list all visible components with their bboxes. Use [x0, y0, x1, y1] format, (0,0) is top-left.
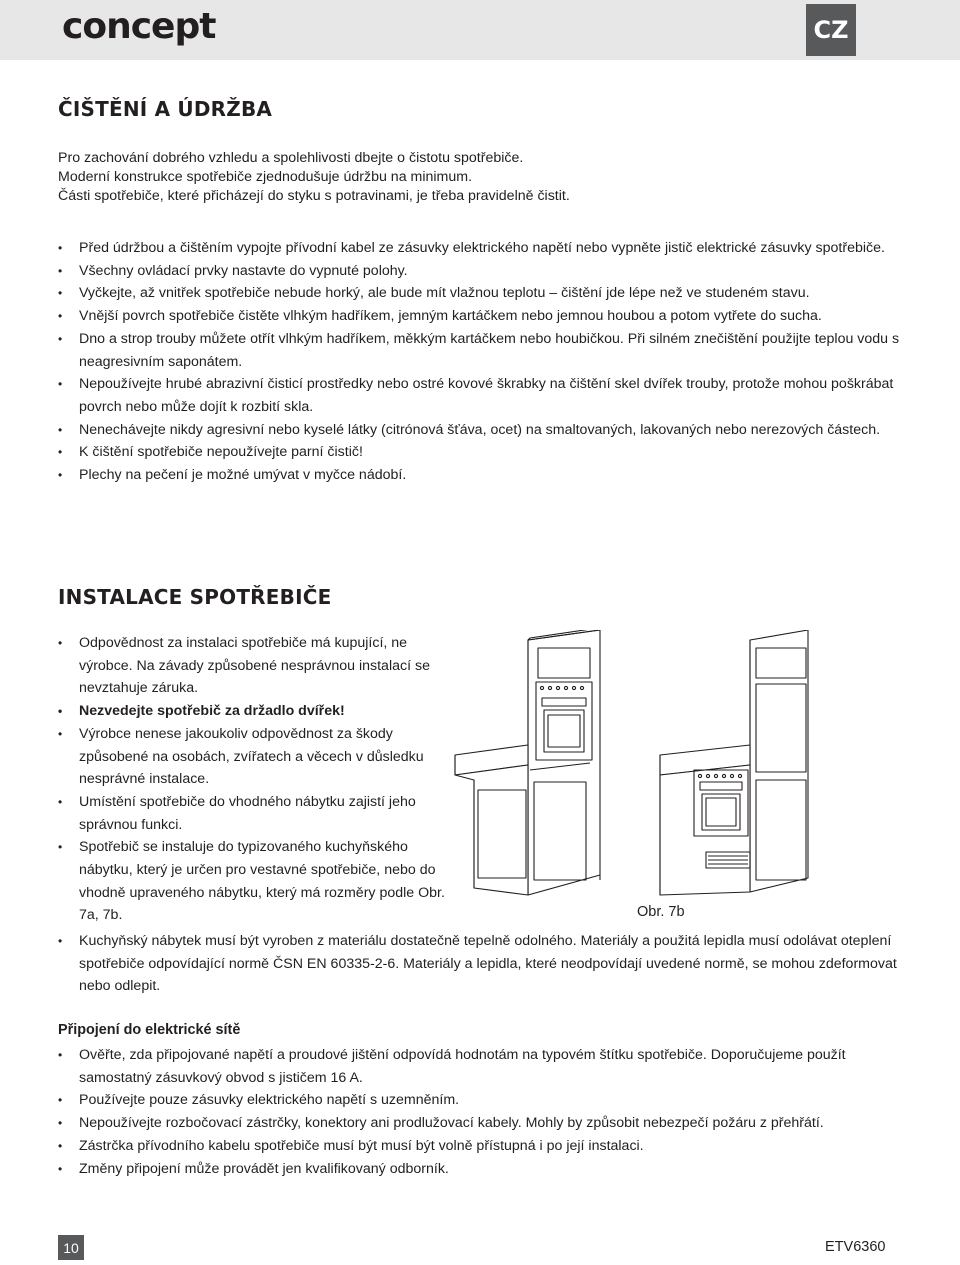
list-item: • K čištění spotřebiče nepoužívejte parní čistič!: [58, 441, 908, 464]
list-item: • Odpovědnost za instalaci spotřebiče má kupující, ne výrobce. Na závady způsobené nesprávnou instalací se nevztahuje záruka.: [58, 632, 448, 700]
list-item: • Všechny ovládací prvky nastavte do vypnuté polohy.: [58, 260, 908, 283]
left-cabinet: [528, 630, 600, 895]
cleaning-intro: [58, 149, 908, 206]
intro-line-3: Části spotřebiče, které přicházejí do styku s potravinami, je třeba pravidelně čistit.: [58, 188, 570, 204]
right-cabinet: [750, 630, 808, 892]
list-item: • Před údržbou a čištěním vypojte přívodní kabel ze zásuvky elektrického napětí nebo vypněte jistič elektrické zásuvky spotřebiče.: [58, 237, 908, 260]
list-item: • Ověřte, zda připojované napětí a proudové jištění odpovídá hodnotám na typovém štítku spotřebiče. Doporučujeme použít samostatný zásuvkový obvod s jističem 16 A.: [58, 1044, 908, 1089]
list-item: • Zástrčka přívodního kabelu spotřebiče musí být musí být volně přístupná i po její instalaci.: [58, 1135, 908, 1158]
list-item: • Změny připojení může provádět jen kvalifikovaný odborník.: [58, 1158, 908, 1181]
list-item: • Vyčkejte, až vnitřek spotřebiče nebude horký, ale bude mít vlažnou teplotu – čištění jde lépe než ve studeném stavu.: [58, 282, 908, 305]
list-item: • Používejte pouze zásuvky elektrického napětí s uzemněním.: [58, 1089, 908, 1112]
list-item: • Nenechávejte nikdy agresivní nebo kyselé látky (citrónová šťáva, ocet) na smaltovaných, lakovaných nebo nerezových částech.: [58, 419, 908, 442]
figure-caption: Obr. 7b: [637, 904, 685, 920]
list-item: • Dno a strop trouby můžete otřít vlhkým hadříkem, měkkým kartáčkem nebo houbičkou. Při silném znečištění použijte teplou vodu s neagresivním saponátem.: [58, 328, 908, 373]
page-number: 10: [58, 1235, 84, 1260]
electrical-title: Připojení do elektrické sítě: [58, 1022, 241, 1038]
electrical-list: [58, 1044, 908, 1180]
intro-line-1: Pro zachování dobrého vzhledu a spolehlivosti dbejte o čistotu spotřebiče.: [58, 150, 524, 166]
intro-line-2: Moderní konstrukce spotřebiče zjednodušuje údržbu na minimum.: [58, 169, 473, 185]
installation-list: [58, 632, 448, 927]
list-item: • Umístění spotřebiče do vhodného nábytku zajistí jeho správnou funkci.: [58, 791, 448, 836]
model-code: ETV6360: [825, 1239, 886, 1255]
installation-title: INSTALACE SPOTŘEBIČE: [58, 585, 332, 609]
brand-logo: concept: [62, 6, 216, 47]
list-item: • Plechy na pečení je možné umývat v myčce nádobí.: [58, 464, 908, 487]
cleaning-title: ČIŠTĚNÍ A ÚDRŽBA: [58, 97, 273, 121]
installation-list-continued: [58, 930, 908, 998]
list-item: • Nepoužívejte hrubé abrazivní čisticí prostředky nebo ostré kovové škrabky na čištění skel dvířek trouby, protože mohou poškrábat povrch nebo může dojít k rozbití skla.: [58, 373, 908, 418]
list-item: • Nepoužívejte rozbočovací zástrčky, konektory ani prodlužovací kabely. Mohly by způsobit nebezpečí požáru z přehřátí.: [58, 1112, 908, 1135]
list-item: • Výrobce nenese jakoukoliv odpovědnost za škody způsobené na osobách, zvířatech a věcech v důsledku nesprávné instalace.: [58, 723, 448, 791]
list-item: • Nezvedejte spotřebič za držadlo dvířek!: [58, 700, 448, 723]
list-item-text: Kuchyňský nábytek musí být vyroben z materiálu dostatečně tepelně odolného. Materiály a použitá lepidla musí odolávat oteplení spotřebiče odpovídající normě ČSN EN 60335-2-6. Materiály a lepidla, které neodpovídají uvedené normě, se mohou zdeformovat nebo odlepit.: [79, 933, 897, 995]
cleaning-list: [58, 237, 908, 487]
language-badge: CZ: [806, 4, 856, 56]
list-item: • Vnější povrch spotřebiče čistěte vlhkým hadříkem, jemným kartáčkem nebo jemnou houbou a potom vytřete do sucha.: [58, 305, 908, 328]
list-item: • Spotřebič se instaluje do typizovaného kuchyňského nábytku, který je určen pro vestavné spotřebiče, nebo do vhodně upraveného nábytku, který má rozměry podle Obr. 7a, 7b.: [58, 836, 448, 927]
right-counter: [660, 745, 750, 895]
list-item: [58, 930, 908, 998]
oven-cabinet-figure: [450, 630, 910, 930]
